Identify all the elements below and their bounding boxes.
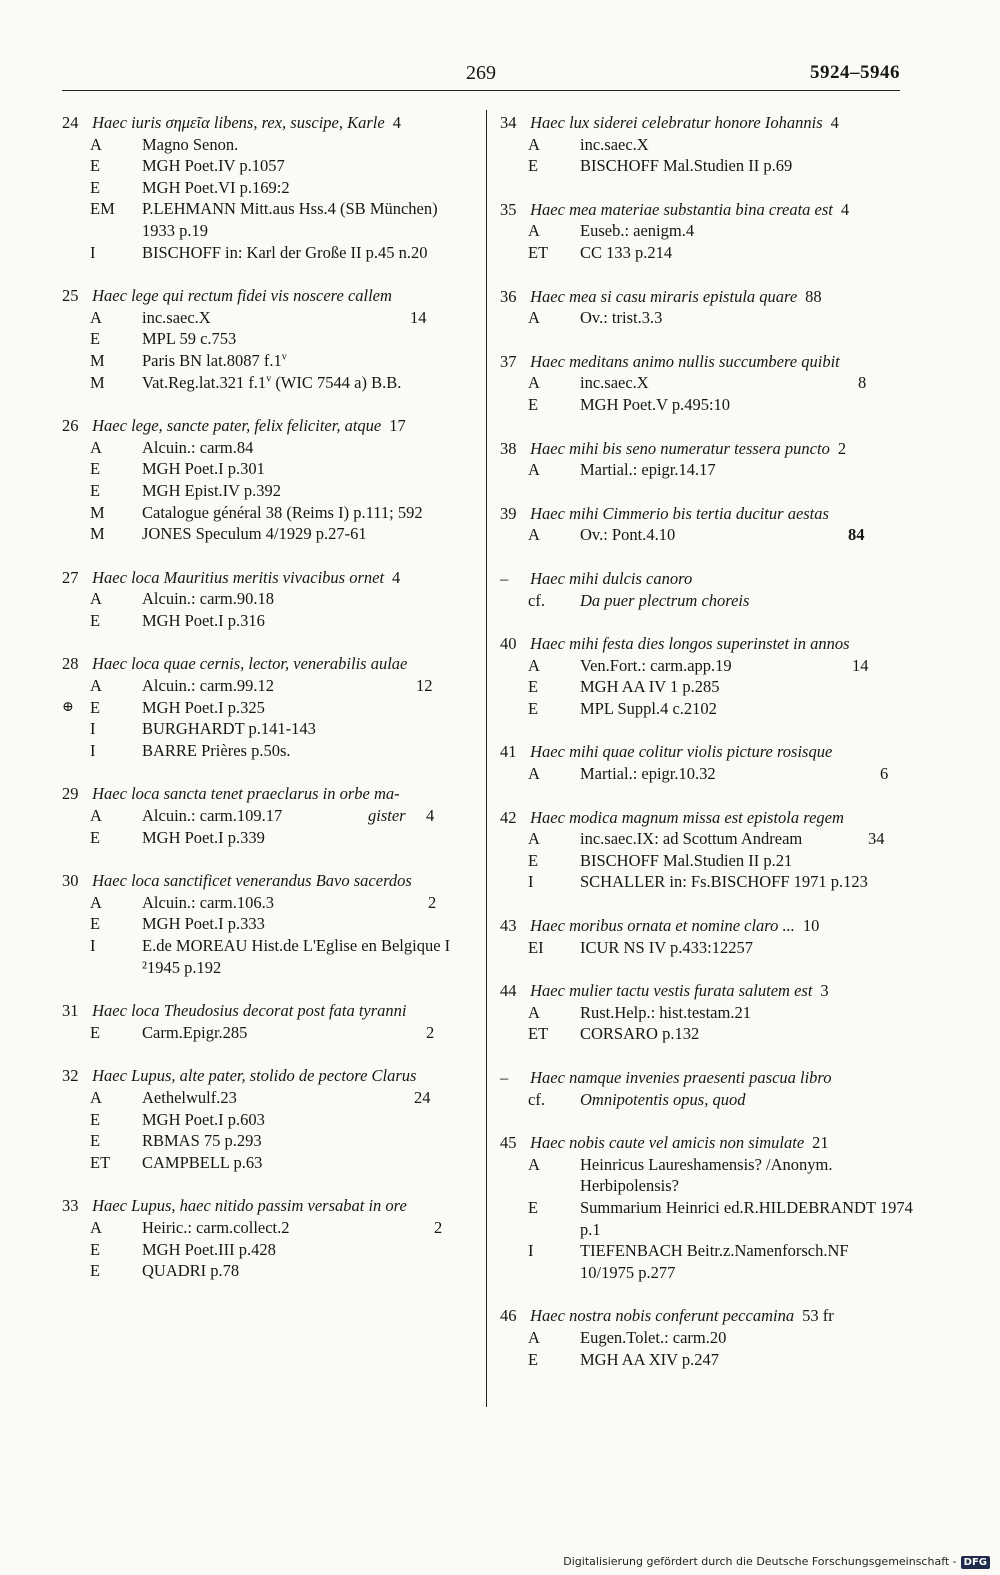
- reference-row: A Alcuin.: carm.99.12 12: [90, 676, 433, 696]
- incipit: Haec mihi Cimmerio bis tertia ducitur aestas: [530, 503, 829, 523]
- reference-row: A Martial.: epigr.14.17: [528, 460, 716, 480]
- incipit: Haec lux siderei celebratur honore Iohannis: [530, 113, 823, 132]
- reference-row: A Eugen.Tolet.: carm.20: [528, 1327, 727, 1347]
- incipit: Haec loca sancta tenet praeclarus in orbe ma-: [92, 784, 400, 804]
- incipit: Haec mihi festa dies longos superinstet in annos: [530, 634, 850, 654]
- entry-37: [500, 351, 930, 416]
- entry-40: [500, 633, 930, 719]
- entry-42: [500, 807, 930, 893]
- reference-row: E MGH Poet.I p.603: [90, 1109, 265, 1129]
- incipit: Haec loca sanctificet venerandus Bavo sacerdos: [92, 871, 412, 891]
- reference-row: A Alcuin.: carm.90.18: [90, 589, 274, 609]
- entry-heading: 38 Haec mihi bis seno numeratur tessera puncto 2: [500, 438, 847, 458]
- entry-43: [500, 915, 930, 958]
- entry-heading: 41 Haec mihi quae colitur violis picture rosisque: [500, 742, 833, 762]
- reference-row: M Paris BN lat.8087 f.1$^v$: [90, 350, 287, 370]
- verse-count: 14: [410, 307, 427, 327]
- entry-27: [62, 567, 476, 632]
- incipit: Haec meditans animo nullis succumbere quibit: [530, 351, 840, 371]
- reference-row: cf. Omnipotentis opus, quod: [528, 1089, 746, 1109]
- incipit: Haec lege qui rectum fidei vis noscere callem: [92, 286, 392, 306]
- reference-row: I E.de MOREAU Hist.de L'Eglise en Belgique I ²1945 p.192: [90, 936, 451, 977]
- column-divider: [486, 110, 487, 1407]
- reference-row: E MGH AA IV 1 p.285: [528, 677, 720, 697]
- entry-36: [500, 286, 930, 329]
- reference-row: E MGH Poet.VI p.169:2: [90, 177, 290, 197]
- reference-row: A Alcuin.: carm.109.17 gister 4: [90, 806, 435, 826]
- reference-row: A Euseb.: aenigm.4: [528, 221, 695, 241]
- entry-28: [62, 653, 476, 761]
- entry-24: [62, 112, 476, 263]
- reference-row: E MPL Suppl.4 c.2102: [528, 698, 717, 718]
- entry-25: [62, 285, 476, 393]
- incipit: Haec nobis caute vel amicis non simulate: [530, 1133, 805, 1153]
- reference-row: E MGH Epist.IV p.392: [90, 480, 282, 500]
- reference-row: E Carm.Epigr.285 2: [90, 1022, 435, 1042]
- reference-row: EM P.LEHMANN Mitt.aus Hss.4 (SB München) 1933 p.19: [90, 199, 438, 240]
- reference-row: A Aethelwulf.23 24: [90, 1087, 431, 1107]
- incipit-continuation: gister: [368, 806, 406, 826]
- reference-row: E MGH Poet.I p.333: [90, 914, 265, 934]
- page-number: 269: [466, 62, 496, 84]
- reference-row: A Ov.: Pont.4.10 84: [528, 525, 865, 545]
- incipit: Haec mulier tactu vestis furata salutem est: [530, 981, 813, 1001]
- incipit: Haec lege, sancte pater, felix feliciter, atque: [92, 416, 382, 436]
- incipit: Haec mea materiae substantia bina creata est: [530, 199, 833, 219]
- incipit: Haec mihi bis seno numeratur tessera puncto: [530, 438, 830, 458]
- entry-heading: 33 Haec Lupus, haec nitido passim versabat in ore: [62, 1196, 407, 1216]
- entry-range: 5924–5946: [810, 62, 900, 83]
- reference-row: E Summarium Heinrici ed.R.HILDEBRANDT 1974 p.1: [528, 1197, 913, 1239]
- cross-circle-icon: ⊕: [62, 699, 74, 715]
- entry-crossref-1: [500, 568, 930, 611]
- entry-heading: – Haec namque invenies praesenti pascua libro: [500, 1068, 832, 1087]
- dfg-logo: DFG: [961, 1556, 990, 1569]
- entry-heading: 32 Haec Lupus, alte pater, stolido de pectore Clarus: [62, 1066, 417, 1086]
- verse-count: 2: [428, 892, 437, 912]
- reference-row: A Ov.: trist.3.3: [528, 308, 663, 328]
- reference-row: I TIEFENBACH Beitr.z.Namenforsch.NF 10/1975 p.277: [528, 1241, 849, 1282]
- verse-count: 34: [868, 829, 885, 849]
- entry-heading: – Haec mihi dulcis canoro: [500, 568, 693, 588]
- reference-row: E MGH Poet.I p.301: [90, 459, 265, 479]
- reference-row: A Alcuin.: carm.106.3 2: [90, 892, 437, 912]
- reference-row: E MGH Poet.III p.428: [90, 1239, 276, 1259]
- entry-heading: 43 Haec moribus ornata et nomine claro ... 10: [500, 916, 820, 936]
- reference-row: A Magno Senon.: [90, 134, 239, 154]
- entry-38: [500, 438, 930, 481]
- reference-row: M Vat.Reg.lat.321 f.1$^v$ (WIC 7544 a) B.B.: [90, 372, 402, 392]
- reference-row: E BISCHOFF Mal.Studien II p.69: [528, 156, 793, 176]
- entry-heading: 45 Haec nobis caute vel amicis non simulate 21: [500, 1133, 829, 1153]
- reference-row: ET CORSARO p.132: [528, 1024, 700, 1044]
- reference-row: E MGH Poet.IV p.1057: [90, 156, 285, 176]
- verse-count: 4: [840, 199, 850, 219]
- reference-row: M JONES Speculum 4/1929 p.27-61: [90, 524, 367, 544]
- verse-count: 2: [837, 438, 847, 458]
- right-column: [500, 112, 930, 1392]
- entry-heading: 36 Haec mea si casu miraris epistula quare 88: [500, 286, 822, 306]
- entry-heading: 25 Haec lege qui rectum fidei vis noscere callem: [62, 286, 392, 306]
- reference-row: I BISCHOFF in: Karl der Große II p.45 n.20: [90, 242, 428, 262]
- reference-row: ⊕ E MGH Poet.I p.325: [62, 697, 265, 717]
- entry-46: [500, 1305, 930, 1370]
- incipit: Haec loca Mauritius meritis vivacibus ornet: [92, 567, 385, 587]
- reference-row: E MGH Poet.V p.495:10: [528, 394, 731, 414]
- reference-row: M Catalogue général 38 (Reims I) p.111; 592: [90, 502, 423, 522]
- verse-count: 4: [392, 113, 401, 132]
- digitization-footer: [563, 1555, 990, 1569]
- verse-count: 10: [802, 916, 820, 936]
- reference-row: A Heinricus Laureshamensis? /Anonym. Herbipolensis?: [528, 1154, 833, 1196]
- entry-heading: 37 Haec meditans animo nullis succumbere quibit: [500, 351, 840, 371]
- incipit: Haec mihi quae colitur violis picture rosisque: [530, 742, 833, 762]
- footer-text: Digitalisierung gefördert durch die Deutsche Forschungsgemeinschaft -: [563, 1555, 957, 1568]
- entry-heading: 42 Haec modica magnum missa est epistola regem: [500, 807, 844, 827]
- incipit: Haec namque invenies praesenti pascua libro: [530, 1068, 832, 1087]
- reference-row: A inc.saec.IX: ad Scottum Andream 34: [528, 829, 885, 849]
- entry-heading: 44 Haec mulier tactu vestis furata salutem est 3: [500, 981, 829, 1001]
- entry-heading: 34 Haec lux siderei celebratur honore Iohannis 4: [500, 113, 839, 132]
- entry-29: [62, 783, 476, 848]
- entry-heading: 28 Haec loca quae cernis, lector, venerabilis aulae: [62, 654, 408, 674]
- verse-count: 12: [416, 676, 433, 696]
- reference-row: ET CAMPBELL p.63: [90, 1152, 263, 1172]
- entry-34: [500, 112, 930, 177]
- reference-row: A Heiric.: carm.collect.2 2: [90, 1217, 443, 1237]
- entry-heading: 35 Haec mea materiae substantia bina creata est 4: [500, 199, 850, 219]
- reference-row: EI ICUR NS IV p.433:12257: [528, 937, 753, 957]
- reference-row: A Ven.Fort.: carm.app.19 14: [528, 655, 869, 675]
- left-column: [62, 112, 476, 1304]
- reference-row: E QUADRI p.78: [90, 1261, 240, 1281]
- entry-41: [500, 741, 930, 784]
- reference-row: I BURGHARDT p.141-143: [90, 719, 316, 739]
- incipit: Haec mea si casu miraris epistula quare: [530, 286, 798, 306]
- incipit: Haec loca quae cernis, lector, venerabilis aulae: [92, 654, 408, 674]
- entry-heading: 24 Haec iuris σημεῖα libens, rex, suscipe, Karle 4: [62, 113, 401, 132]
- reference-row: E MPL 59 c.753: [90, 329, 237, 349]
- reference-row: A Rust.Help.: hist.testam.21: [528, 1002, 751, 1022]
- reference-row: E MGH AA XIV p.247: [528, 1349, 720, 1369]
- verse-count: 4: [392, 567, 401, 587]
- verse-count: 2: [426, 1022, 435, 1042]
- verse-count: 14: [852, 655, 869, 675]
- reference-row: A inc.saec.X 14: [90, 307, 427, 327]
- verse-count: 24: [414, 1087, 431, 1107]
- incipit: Haec mihi dulcis canoro: [530, 568, 693, 588]
- reference-row: A inc.saec.X 8: [528, 373, 867, 393]
- reference-row: I SCHALLER in: Fs.BISCHOFF 1971 p.123: [528, 872, 868, 892]
- entry-heading: 31 Haec loca Theudosius decorat post fata tyranni: [62, 1001, 407, 1021]
- incipit: Haec Lupus, haec nitido passim versabat in ore: [92, 1196, 407, 1216]
- entry-26: [62, 415, 476, 545]
- verse-count: 8: [858, 373, 867, 393]
- reference-row: I BARRE Prières p.50s.: [90, 740, 291, 760]
- entry-heading: 30 Haec loca sanctificet venerandus Bavo sacerdos: [62, 871, 412, 891]
- page-header: [62, 62, 900, 91]
- incipit: Haec loca Theudosius decorat post fata tyranni: [92, 1001, 407, 1021]
- verse-count: 53 fr: [802, 1306, 834, 1326]
- reference-row: cf. Da puer plectrum choreis: [528, 590, 750, 610]
- incipit: Haec Lupus, alte pater, stolido de pectore Clarus: [92, 1066, 417, 1086]
- entry-heading: 40 Haec mihi festa dies longos superinstet in annos: [500, 634, 850, 654]
- verse-count: 88: [805, 286, 822, 306]
- entry-heading: 26 Haec lege, sancte pater, felix feliciter, atque 17: [62, 416, 406, 436]
- entry-31: [62, 1000, 476, 1043]
- entry-heading: 29 Haec loca sancta tenet praeclarus in orbe ma-: [62, 784, 400, 804]
- entry-heading: 27 Haec loca Mauritius meritis vivacibus ornet 4: [62, 567, 401, 587]
- entry-35: [500, 199, 930, 264]
- reference-row: A Alcuin.: carm.84: [90, 437, 254, 457]
- reference-row: A Martial.: epigr.10.32 6: [528, 764, 889, 784]
- verse-count: 21: [812, 1133, 829, 1153]
- incipit: Haec modica magnum missa est epistola regem: [530, 807, 844, 827]
- incipit: Haec nostra nobis conferunt peccamina: [530, 1306, 795, 1326]
- verse-count: 17: [389, 416, 406, 436]
- verse-count: 4: [830, 113, 839, 132]
- entry-33: [62, 1195, 476, 1281]
- entry-heading: 46 Haec nostra nobis conferunt peccamina 53 fr: [500, 1306, 834, 1326]
- reference-row: ET CC 133 p.214: [528, 242, 673, 262]
- verse-count: 2: [434, 1217, 443, 1237]
- reference-row: E MGH Poet.I p.316: [90, 610, 265, 630]
- verse-count: 4: [426, 806, 435, 826]
- verse-count: 6: [880, 764, 889, 784]
- entry-45: [500, 1132, 930, 1283]
- reference-row: A inc.saec.X: [528, 134, 649, 154]
- entry-heading: 39 Haec mihi Cimmerio bis tertia ducitur aestas: [500, 503, 829, 523]
- verse-count: 84: [848, 525, 865, 545]
- entry-30: [62, 870, 476, 978]
- verse-count: 3: [820, 981, 829, 1001]
- incipit: Haec moribus ornata et nomine claro ...: [530, 916, 795, 936]
- wic-note: (WIC 7544 a) B.B.: [275, 372, 402, 392]
- entry-crossref-2: [500, 1067, 930, 1110]
- reference-row: E BISCHOFF Mal.Studien II p.21: [528, 850, 793, 870]
- entry-39: [500, 503, 930, 546]
- entry-32: [62, 1065, 476, 1173]
- reference-row: E RBMAS 75 p.293: [90, 1131, 262, 1151]
- reference-row: E MGH Poet.I p.339: [90, 827, 265, 847]
- incipit: Haec iuris σημεῖα libens, rex, suscipe, Karle: [92, 113, 385, 132]
- entry-44: [500, 980, 930, 1045]
